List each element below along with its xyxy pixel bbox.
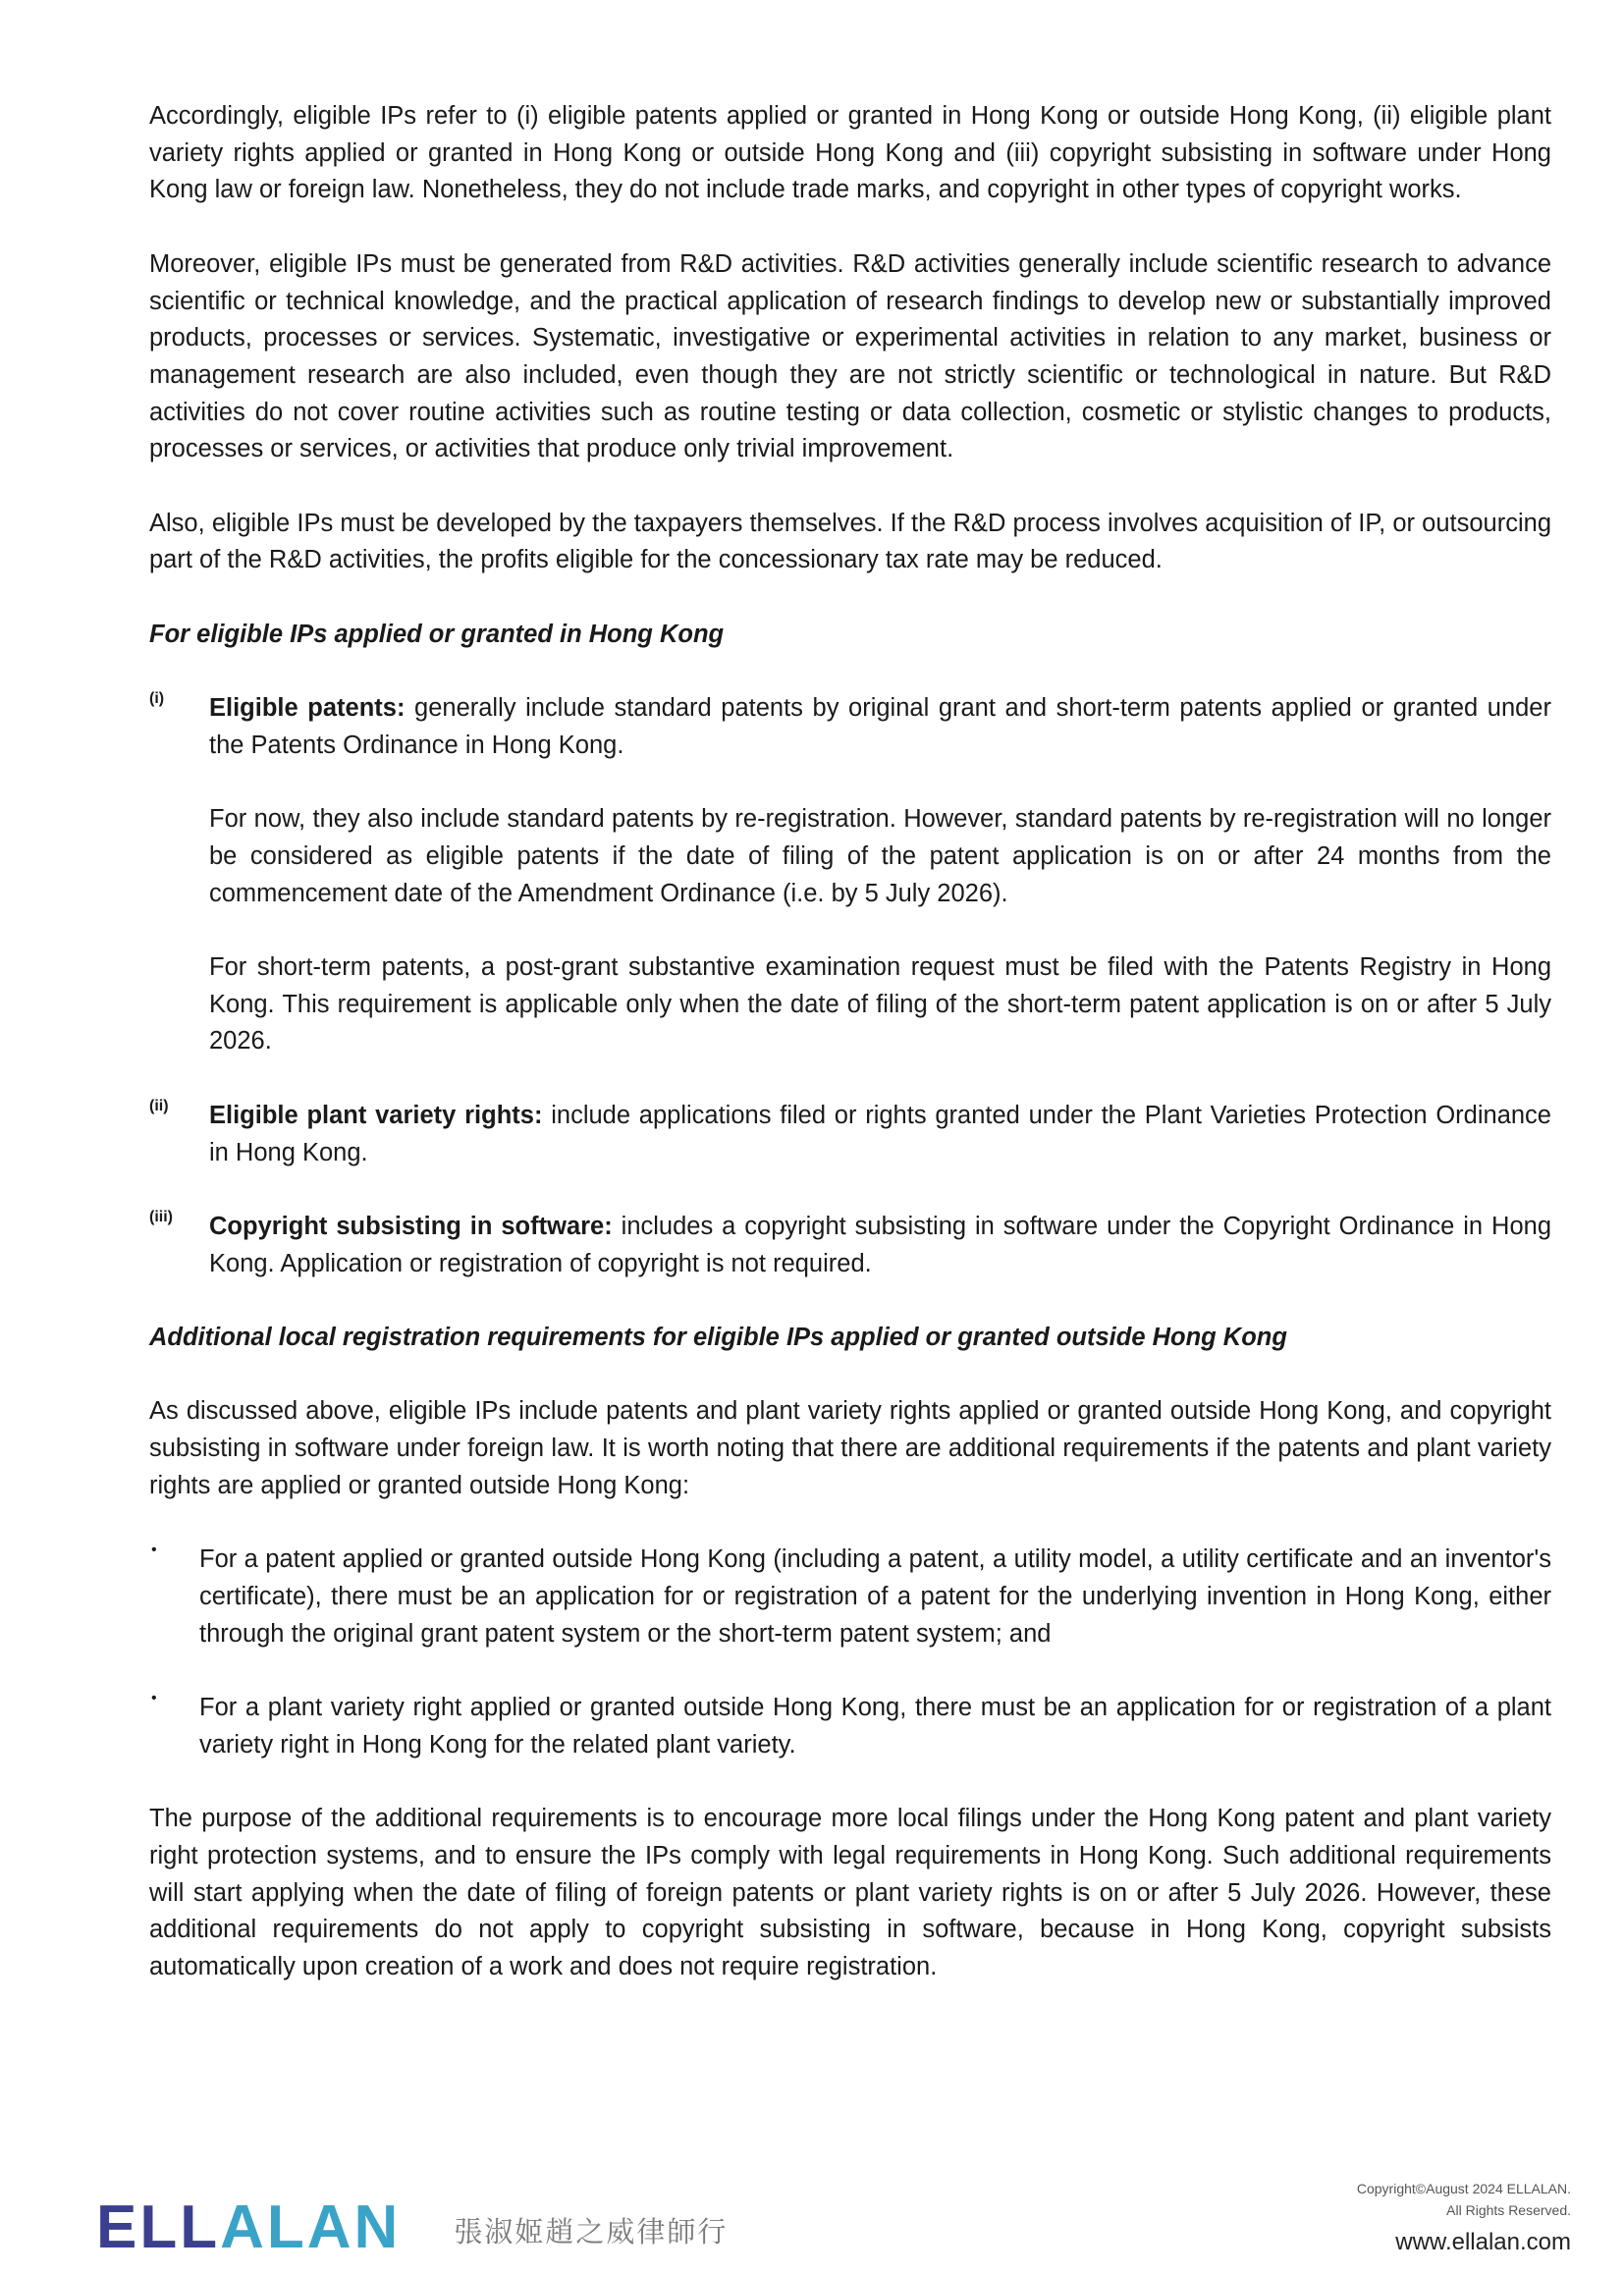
item-title: Eligible plant variety rights: — [209, 1101, 543, 1129]
item-title: Copyright subsisting in software: — [209, 1212, 613, 1240]
document-body — [149, 98, 1551, 2023]
bullet-icon: • — [151, 1690, 157, 1707]
list-number: (i) — [149, 690, 165, 708]
paragraph-developed-by-taxpayers: Also, eligible IPs must be developed by the taxpayers themselves. If the R&D process involves acquisition of IP, or outsourcing part of the R&D activities, the profits eligible for the concessionary tax rate may be reduced. — [149, 509, 1551, 574]
list-item-plant-variety-rights — [149, 1098, 1551, 1171]
section-heading-hong-kong: For eligible IPs applied or granted in Hong Kong — [149, 620, 725, 648]
item-subparagraph: For now, they also include standard patents by re-registration. However, standard patents by re-registration will no longer be considered as eligible patents if the date of filing of the patent application is on or after 24 months from the commencement date of the Amendment Ordinance (i.e. by 5 July 2026). — [209, 805, 1551, 907]
item-title: Eligible patents: — [209, 694, 406, 723]
item-subparagraph: For short-term patents, a post-grant substantive examination request must be filed with the Patents Registry in Hong Kong. This requirement is applicable only when the date of filing of the short-term patent application is on or after 5 July 2026. — [209, 953, 1551, 1056]
ellalan-logo — [96, 2193, 729, 2261]
paragraph-eligible-ips: Accordingly, eligible IPs refer to (i) eligible patents applied or granted in Hong Kong or outside Hong Kong, (ii) eligible plant variety rights applied or granted in Hong Kong or outside Hong Kong and (iii) copyright subsisting in software under Hong Kong law or foreign law. Nonetheless, they do not include trade marks, and copyright in other types of copyright works. — [149, 102, 1551, 204]
rights-reserved: All Rights Reserved. — [1446, 2202, 1571, 2218]
bullet-text: For a plant variety right applied or granted outside Hong Kong, there must be an application for or registration of a plant variety right in Hong Kong for the related plant variety. — [199, 1694, 1551, 1759]
paragraph-rd-activities: Moreover, eligible IPs must be generated from R&D activities. R&D activities generally include scientific research to advance scientific or technical knowledge, and the practical application of research findings to develop new or substantially improved products, processes or services. Systematic, investigative or experimental activities in relation to any market, business or management research are also included, even though they are not strictly scientific or technological in nature. But R&D activities do not cover routine activities such as routine testing or data collection, cosmetic or stylistic changes to products, processes or services, or activities that produce only trivial improvement. — [149, 249, 1551, 463]
list-item-copyright-software — [149, 1209, 1551, 1282]
bullet-item-plant-variety — [149, 1690, 1551, 1763]
list-number: (ii) — [149, 1097, 169, 1114]
copyright-notice: Copyright©August 2024 ELLALAN. — [1356, 2181, 1571, 2196]
footer-copyright-block — [1357, 2178, 1571, 2260]
bullet-text: For a patent applied or granted outside Hong Kong (including a patent, a utility model, a utility certificate and an inventor's certificate), there must be an application for or registration of a patent for the underlying invention in Hong Kong, either through the original grant patent system or the short-term patent system; and — [199, 1545, 1551, 1648]
item-text: generally include standard patents by original grant and short-term patents applied or granted under the Patents Ordinance in Hong Kong. — [209, 694, 1551, 759]
logo-chinese-name: 張淑姬趙之威律師行 — [454, 2215, 729, 2248]
logo-wordmark: ELLALAN — [96, 2193, 402, 2261]
item-text: includes a copyright subsisting in software under the Copyright Ordinance in Hong Kong. Application or registration of copyright is not required. — [209, 1212, 1551, 1277]
website-link[interactable]: www.ellalan.com — [1395, 2229, 1571, 2255]
list-item-eligible-patents — [149, 690, 1551, 1060]
bullet-icon: • — [151, 1542, 157, 1559]
paragraph-additional-requirements-intro: As discussed above, eligible IPs include patents and plant variety rights applied or granted outside Hong Kong, and copyright subsisting in software under foreign law. It is worth noting that there are additional requirements if the patents and plant variety rights are applied or granted outside Hong Kong: — [149, 1397, 1551, 1499]
section-heading-outside-hong-kong: Additional local registration requirements for eligible IPs applied or granted outside Hong Kong — [149, 1324, 1287, 1352]
paragraph-purpose: The purpose of the additional requirements is to encourage more local filings under the Hong Kong patent and plant variety right protection systems, and to ensure the IPs comply with legal requirements in Hong Kong. Such additional requirements will start applying when the date of filing of foreign patents or plant variety rights is on or after 5 July 2026. However, these additional requirements do not apply to copyright subsisting in software, because in Hong Kong, copyright subsists automatically upon creation of a work and does not require registration. — [149, 1805, 1551, 1980]
list-number: (iii) — [149, 1208, 173, 1225]
item-text: include applications filed or rights granted under the Plant Varieties Protection Ordinance in Hong Kong. — [209, 1101, 1551, 1166]
bullet-item-patent — [149, 1542, 1551, 1652]
